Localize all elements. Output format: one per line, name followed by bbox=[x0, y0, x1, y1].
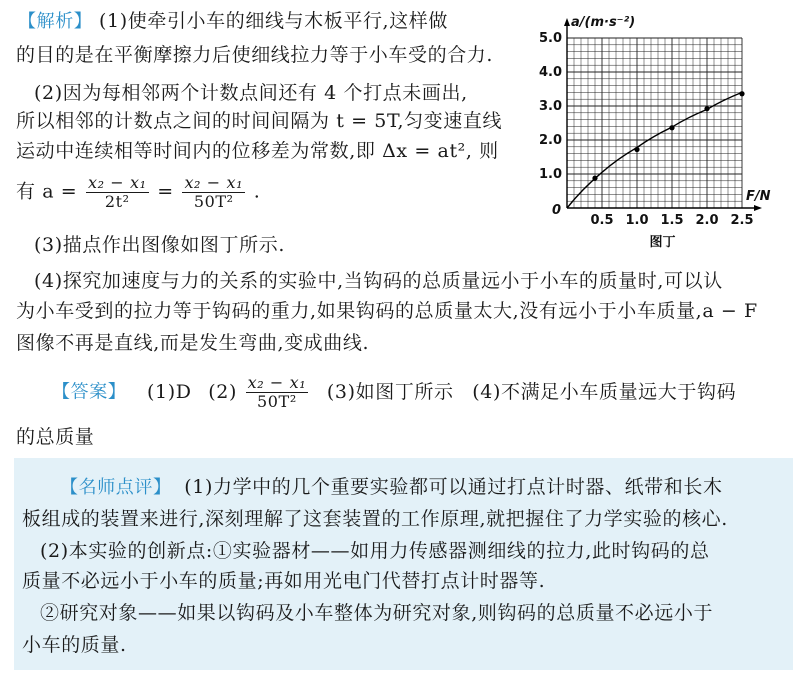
answer-2-denominator: 50T² bbox=[257, 392, 297, 411]
x-axis-label: F/N bbox=[746, 189, 771, 204]
fraction-2 bbox=[182, 174, 245, 211]
answer-4-line1: (4)不满足小车质量远大于钩码 bbox=[472, 380, 737, 403]
answer-2-prefix: (2) bbox=[208, 380, 237, 403]
answer-3: (3)如图丁所示 bbox=[326, 380, 454, 403]
analysis-p4-line3: 图像不再是直线,而是发生弯曲,变成曲线. bbox=[16, 332, 370, 354]
comment-line-2: 板组成的装置来进行,深刻理解了这套装置的工作原理,就把握住了力学实验的核心. bbox=[22, 508, 728, 530]
y-axis-label: a/(m·s⁻²) bbox=[571, 15, 636, 30]
analysis-p4-line1: (4)探究加速度与力的关系的实验中,当钩码的总质量远小于小车的质量时,可以认 bbox=[34, 270, 723, 292]
analysis-p2-line1: (2)因为每相邻两个计数点间还有 4 个打点未画出, bbox=[34, 82, 468, 104]
comment-line-3: (2)本实验的创新点:①实验器材——如用力传感器测细线的拉力,此时钩码的总 bbox=[40, 540, 710, 562]
data-point bbox=[634, 147, 639, 152]
fraction-1 bbox=[86, 174, 149, 211]
formula-equals: = bbox=[157, 180, 174, 203]
fraction-1-denominator: 2t² bbox=[104, 192, 130, 211]
answer-2-fraction bbox=[246, 374, 309, 411]
x-axis-arrow bbox=[754, 205, 762, 211]
data-point bbox=[669, 125, 674, 130]
formula-end: . bbox=[253, 180, 261, 203]
fraction-2-denominator: 50T² bbox=[193, 192, 234, 211]
comment-tag: 【名师点评】 bbox=[60, 477, 172, 498]
comment-line-6: 小车的质量. bbox=[22, 634, 127, 656]
data-point bbox=[592, 175, 597, 180]
analysis-formula bbox=[16, 174, 260, 211]
fraction-2-numerator: x₂ − x₁ bbox=[184, 173, 244, 192]
answer-tag: 【答案】 bbox=[52, 381, 127, 403]
x-tick-label: 2.5 bbox=[730, 213, 754, 228]
analysis-p4-line2: 为小车受到的拉力等于钩码的重力,如果钩码的总质量太大,没有远小于小车质量,a − F bbox=[16, 300, 758, 322]
answer-line-1 bbox=[52, 374, 736, 411]
figure-ding-chart bbox=[527, 8, 797, 253]
origin-label: 0 bbox=[551, 203, 561, 218]
analysis-p2-line2: 所以相邻的计数点之间的时间间隔为 t = 5T,匀变速直线 bbox=[16, 110, 503, 132]
comment-line-4: 质量不必远小于小车的质量;再如用光电门代替打点计时器等. bbox=[22, 570, 546, 592]
analysis-p3: (3)描点作出图像如图丁所示. bbox=[34, 234, 285, 256]
y-tick-label: 1.0 bbox=[538, 167, 562, 182]
x-tick-label: 2.0 bbox=[695, 213, 719, 228]
answer-1: (1)D bbox=[147, 380, 192, 403]
answer-4-line2: 的总质量 bbox=[16, 426, 95, 448]
comment-line-1 bbox=[60, 474, 723, 501]
analysis-line-1 bbox=[18, 8, 448, 35]
analysis-tag: 【解析】 bbox=[18, 11, 93, 32]
y-tick-label: 2.0 bbox=[538, 133, 562, 148]
y-tick-label: 4.0 bbox=[538, 65, 562, 80]
y-tick-label: 5.0 bbox=[538, 31, 562, 46]
x-tick-label: 1.0 bbox=[625, 213, 649, 228]
answer-2-numerator: x₂ − x₁ bbox=[247, 373, 307, 392]
data-point bbox=[739, 91, 744, 96]
y-axis-arrow bbox=[564, 18, 570, 26]
data-point bbox=[704, 106, 709, 111]
analysis-p2-line3: 运动中连续相等时间内的位移差为常数,即 Δx = at², 则 bbox=[16, 140, 499, 162]
x-tick-label: 0.5 bbox=[590, 213, 614, 228]
fraction-1-numerator: x₂ − x₁ bbox=[87, 173, 147, 192]
comment-line-5: ②研究对象——如果以钩码及小车整体为研究对象,则钩码的总质量不必远小于 bbox=[40, 602, 714, 624]
x-tick-label: 1.5 bbox=[660, 213, 684, 228]
chart-title: 图丁 bbox=[649, 235, 676, 250]
analysis-p1-line1: (1)使牵引小车的细线与木板平行,这样做 bbox=[99, 10, 449, 32]
y-tick-label: 3.0 bbox=[538, 99, 562, 114]
analysis-p1-line2: 的目的是在平衡摩擦力后使细线拉力等于小车受的合力. bbox=[16, 44, 494, 66]
formula-prefix: 有 a = bbox=[16, 180, 78, 203]
comment-line1-text: (1)力学中的几个重要实验都可以通过打点计时器、纸带和长木 bbox=[184, 476, 723, 498]
fitted-curve bbox=[567, 92, 742, 208]
